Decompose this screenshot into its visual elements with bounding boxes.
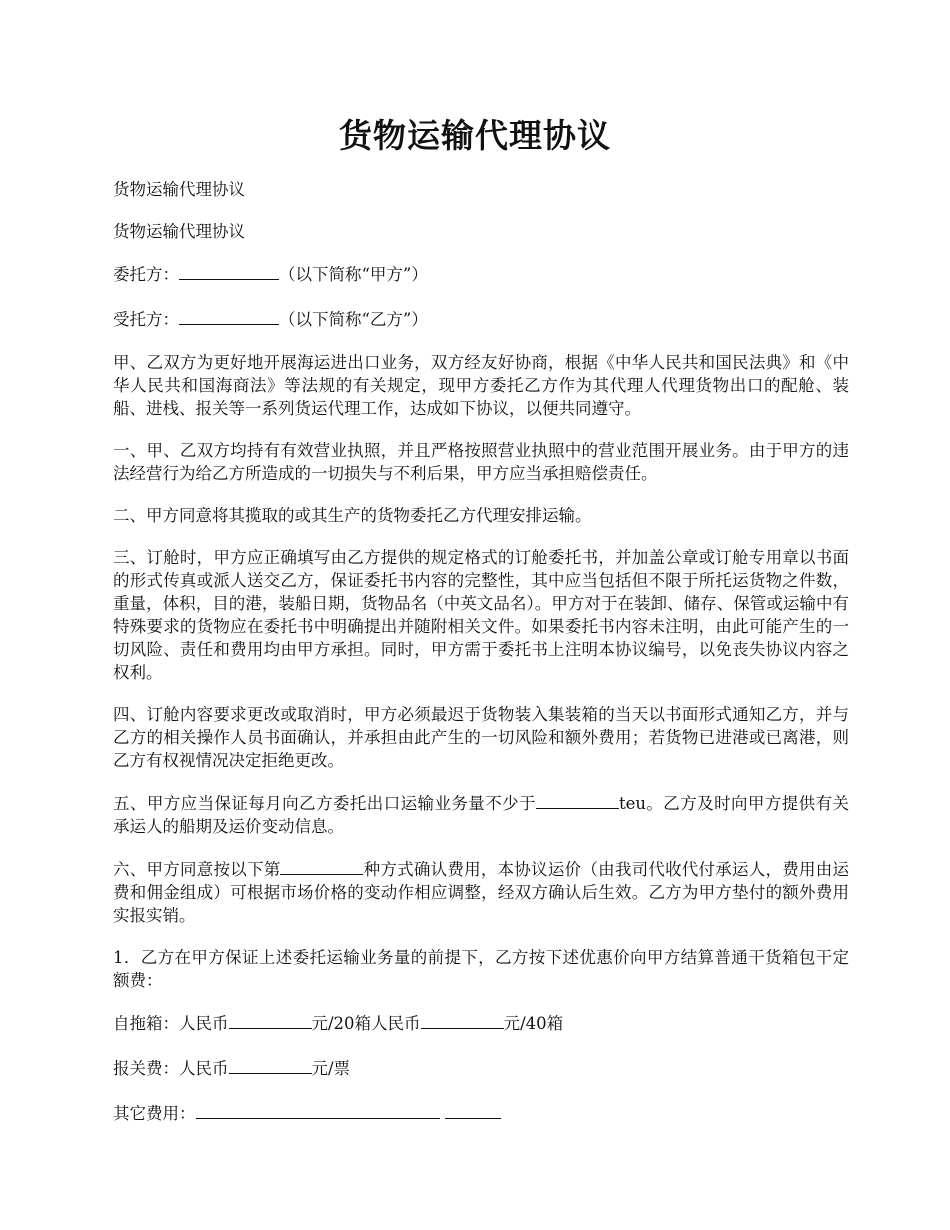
other-fees-blank-2 xyxy=(445,1101,501,1119)
clause-6-text-before: 六、甲方同意按以下第 xyxy=(113,860,281,879)
agent-note: （以下简称“乙方”） xyxy=(279,310,428,329)
clause-5-paragraph xyxy=(113,791,849,838)
principal-label: 委托方： xyxy=(113,265,179,284)
agent-line xyxy=(113,307,849,331)
other-fees-line xyxy=(113,1101,849,1125)
price-20ft-blank xyxy=(229,1011,312,1029)
monthly-volume-blank xyxy=(536,791,619,809)
subtitle-line-1: 货物运输代理协议 xyxy=(113,180,245,199)
self-drag-line xyxy=(113,1011,849,1035)
document-title: 货物运输代理协议 xyxy=(339,116,611,155)
clause-5-text-after: teu。乙方及时向甲方提供有关承运人的船期及运价变动信息。 xyxy=(113,794,849,836)
self-drag-unit-40: 元/40箱 xyxy=(503,1014,564,1033)
price-40ft-blank xyxy=(421,1011,504,1029)
subtitle-line-2: 货物运输代理协议 xyxy=(113,222,245,241)
agent-blank xyxy=(179,307,279,325)
fee-method-blank xyxy=(280,857,363,875)
agent-label: 受托方： xyxy=(113,310,179,329)
clause-3-paragraph: 三、订舱时，甲方应正确填写由乙方提供的规定格式的订舱委托书，并加盖公章或订舱专用章以书面的形式传真或派人送交乙方，保证委托书内容的完整性，其中应当包括但不限于所托运货物之件数，重量，体积，目的港，装船日期，货物品名（中英文品名）。甲方对于在装卸、储存、保管或运输中有特殊要求的货物应在委托书中明确提出并随附相关文件。如果委托书内容未注明，由此可能产生的一切风险、责任和费用均由甲方承担。同时，甲方需于委托书上注明本协议编号，以免丧失协议内容之权利。 xyxy=(113,548,849,682)
customs-fee-blank xyxy=(229,1056,312,1074)
clause-6-paragraph xyxy=(113,857,849,927)
other-fees-blank-1 xyxy=(196,1101,440,1119)
self-drag-unit-20: 元/20箱人民币 xyxy=(311,1014,421,1033)
preamble-paragraph: 甲、乙双方为更好地开展海运进出口业务，双方经友好协商，根据《中华人民共和国民法典》和《中华人民共和国海商法》等法规的有关规定，现甲方委托乙方作为其代理人代理货物出口的配舱、装船、进栈、报关等一系列货运代理工作，达成如下协议，以便共同遵守。 xyxy=(113,353,849,418)
self-drag-label: 自拖箱：人民币 xyxy=(113,1014,229,1033)
clause-4-paragraph: 四、订舱内容要求更改或取消时，甲方必须最迟于货物装入集装箱的当天以书面形式通知乙方，并与乙方的相关操作人员书面确认，并承担由此产生的一切风险和额外费用；若货物已进港或已离港，则乙方有权视情况决定拒绝更改。 xyxy=(113,705,849,770)
customs-fee-unit: 元/票 xyxy=(311,1059,351,1078)
clause-6-text-after: 种方式确认费用，本协议运价（由我司代收代付承运人，费用由运费和佣金组成）可根据市场价格的变动作相应调整，经双方确认后生效。乙方为甲方垫付的额外费用实报实销。 xyxy=(113,860,850,925)
clause-1-paragraph: 一、甲、乙双方均持有有效营业执照，并且严格按照营业执照中的营业范围开展业务。由于甲方的违法经营行为给乙方所造成的一切损失与不利后果，甲方应当承担赔偿责任。 xyxy=(113,441,849,483)
customs-fee-line xyxy=(113,1056,849,1080)
clause-2-paragraph: 二、甲方同意将其揽取的或其生产的货物委托乙方代理安排运输。 xyxy=(113,506,592,525)
customs-fee-label: 报关费：人民币 xyxy=(113,1059,229,1078)
item-1-paragraph: 1．乙方在甲方保证上述委托运输业务量的前提下，乙方按下述优惠价向甲方结算普通干货箱包干定额费： xyxy=(113,948,849,990)
principal-note: （以下简称“甲方”） xyxy=(279,265,428,284)
other-fees-label: 其它费用： xyxy=(113,1104,196,1123)
document-body xyxy=(113,178,849,1144)
clause-5-text-before: 五、甲方应当保证每月向乙方委托出口运输业务量不少于 xyxy=(113,794,536,813)
principal-line xyxy=(113,262,849,286)
principal-blank xyxy=(179,262,279,280)
